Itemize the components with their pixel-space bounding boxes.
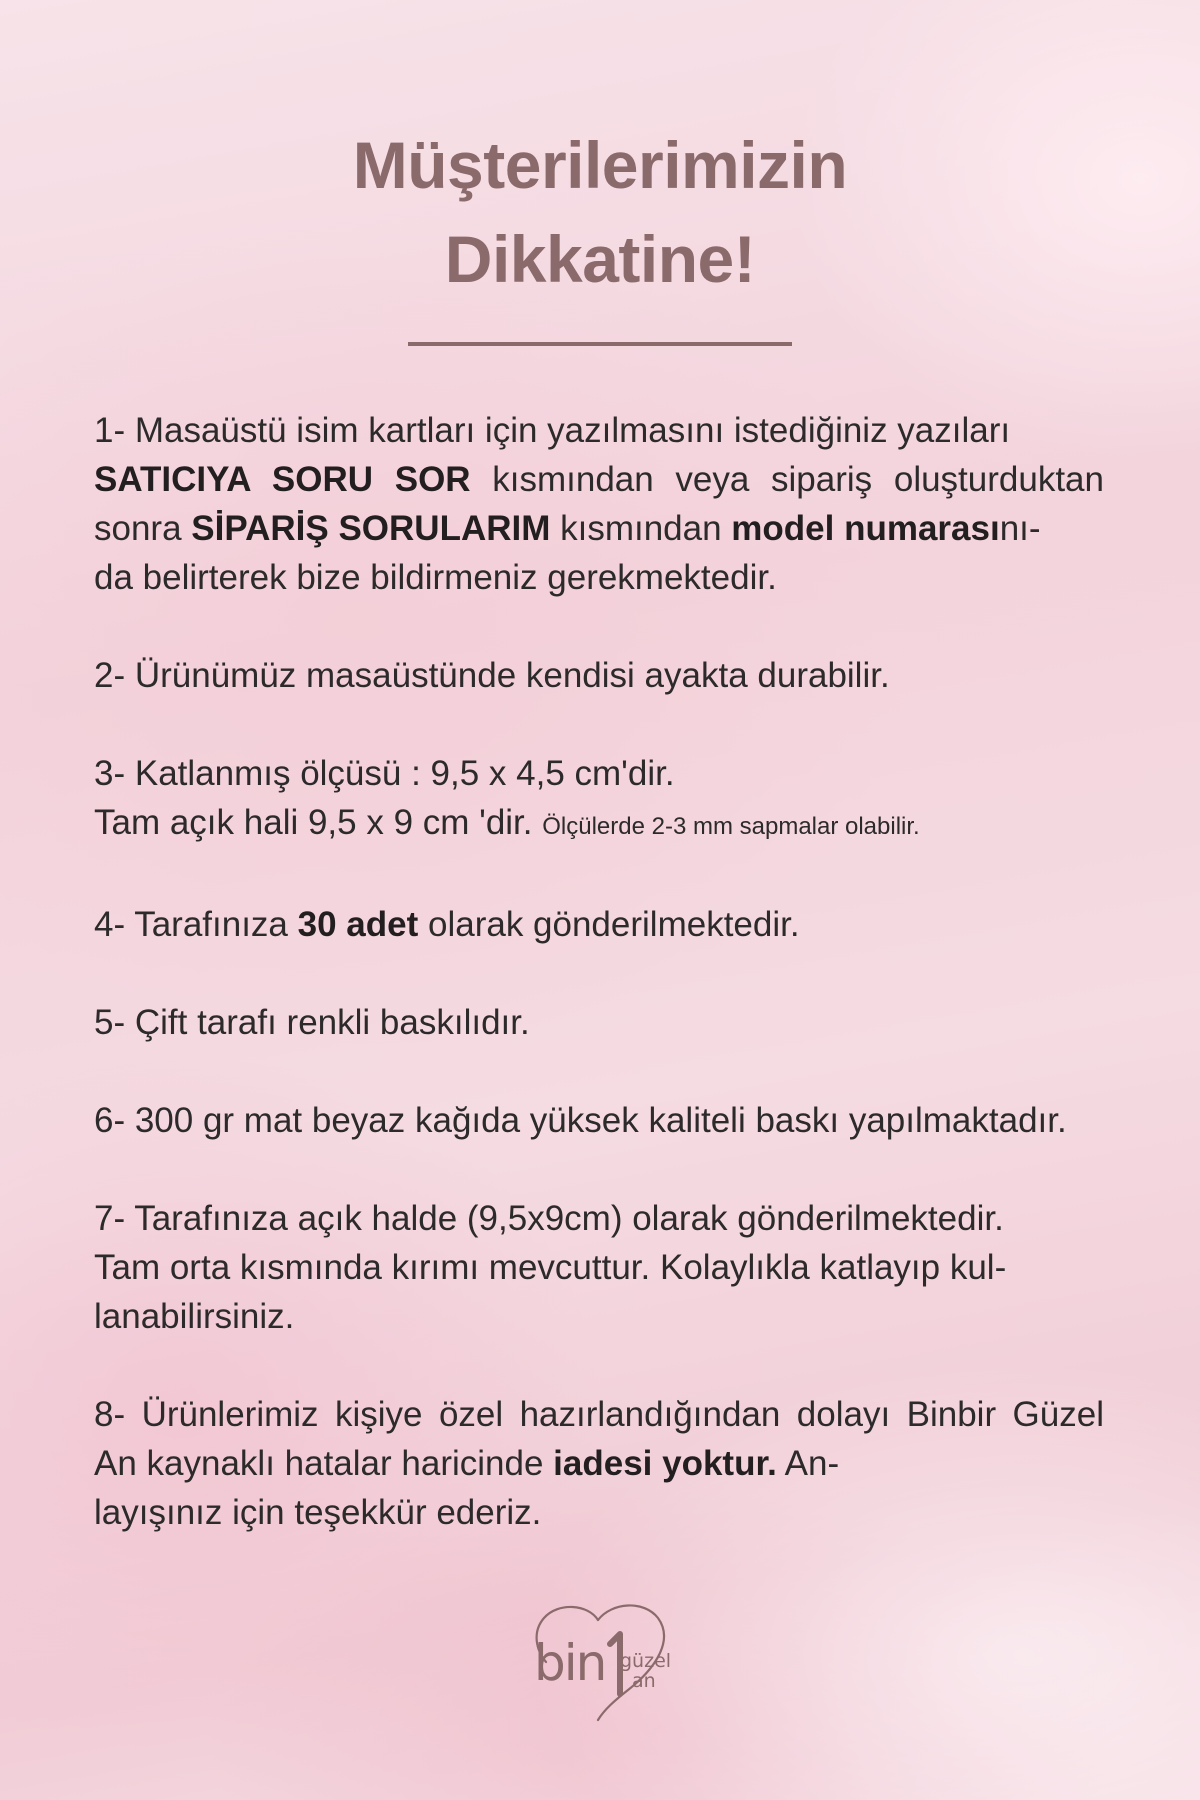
notice-item-1-bold-c: model numarası bbox=[731, 509, 1000, 548]
notice-item-8-text-a: 8- Ürünlerimiz kişiye özel hazırlandığından dolayı Binbir Güzel An kaynaklı hatalar haricinde bbox=[94, 1395, 1104, 1483]
notice-item-8 bbox=[94, 1390, 1104, 1537]
notice-item-4 bbox=[94, 900, 1104, 949]
notice-item-1-bold-b: SİPARİŞ SORULARIM bbox=[191, 509, 551, 548]
notice-item-3-text-b: Tam açık hali 9,5 x 9 cm 'dir. bbox=[94, 803, 543, 842]
brand-logo bbox=[528, 1598, 678, 1724]
logo-text-an: an bbox=[632, 1670, 656, 1692]
notice-item-8-text-b: An- bbox=[776, 1444, 840, 1483]
notice-item-1-text-b: kısmından veya sipariş oluşturduktan sonra bbox=[94, 460, 1104, 548]
notice-list bbox=[94, 406, 1104, 1537]
logo-text-guzel: güzel bbox=[620, 1650, 672, 1672]
notice-item-3 bbox=[94, 749, 1104, 851]
notice-item-3-footnote: Ölçülerde 2-3 mm sapmalar olabilir. bbox=[542, 813, 920, 840]
notice-item-6: 6- 300 gr mat beyaz kağıda yüksek kaliteli baskı yapılmaktadır. bbox=[94, 1101, 1067, 1140]
title-line-2: Dikkatine! bbox=[444, 222, 756, 296]
notice-item-1-text-a: 1- Masaüstü isim kartları için yazılmasını istediğiniz yazıları bbox=[94, 411, 1011, 450]
page-title bbox=[0, 118, 1200, 306]
notice-item-1-text-e: da belirterek bize bildirmeniz gerekmektedir. bbox=[94, 558, 777, 597]
notice-item-7-text-a: 7- Tarafınıza açık halde (9,5x9cm) olarak gönderilmektedir. bbox=[94, 1199, 1004, 1238]
notice-item-4-text-b: olarak gönderilmektedir. bbox=[418, 905, 800, 944]
notice-item-8-text-c: layışınız için teşekkür ederiz. bbox=[94, 1493, 542, 1532]
notice-item-4-text-a: 4- Tarafınıza bbox=[94, 905, 298, 944]
notice-item-2: 2- Ürünümüz masaüstünde kendisi ayakta durabilir. bbox=[94, 656, 890, 695]
notice-item-8-bold: iadesi yoktur. bbox=[553, 1444, 777, 1483]
notice-item-7-text-c: lanabilirsiniz. bbox=[94, 1297, 295, 1336]
notice-item-1-text-d: nı- bbox=[999, 509, 1041, 548]
title-divider bbox=[408, 342, 792, 346]
logo-text-bin: bin bbox=[534, 1634, 606, 1692]
notice-item-1-text-c: kısmından bbox=[550, 509, 732, 548]
notice-item-7 bbox=[94, 1194, 1104, 1341]
notice-item-7-text-b: Tam orta kısmında kırımı mevcuttur. Kolaylıkla katlayıp kul- bbox=[94, 1248, 1007, 1287]
notice-item-4-bold: 30 adet bbox=[297, 905, 419, 944]
notice-item-5: 5- Çift tarafı renkli baskılıdır. bbox=[94, 1003, 530, 1042]
notice-item-3-text-a: 3- Katlanmış ölçüsü : 9,5 x 4,5 cm'dir. bbox=[94, 754, 675, 793]
notice-item-1-bold-a: SATICIYA SORU SOR bbox=[94, 460, 471, 499]
title-line-1: Müşterilerimizin bbox=[352, 128, 848, 202]
notice-item-1 bbox=[94, 406, 1104, 602]
